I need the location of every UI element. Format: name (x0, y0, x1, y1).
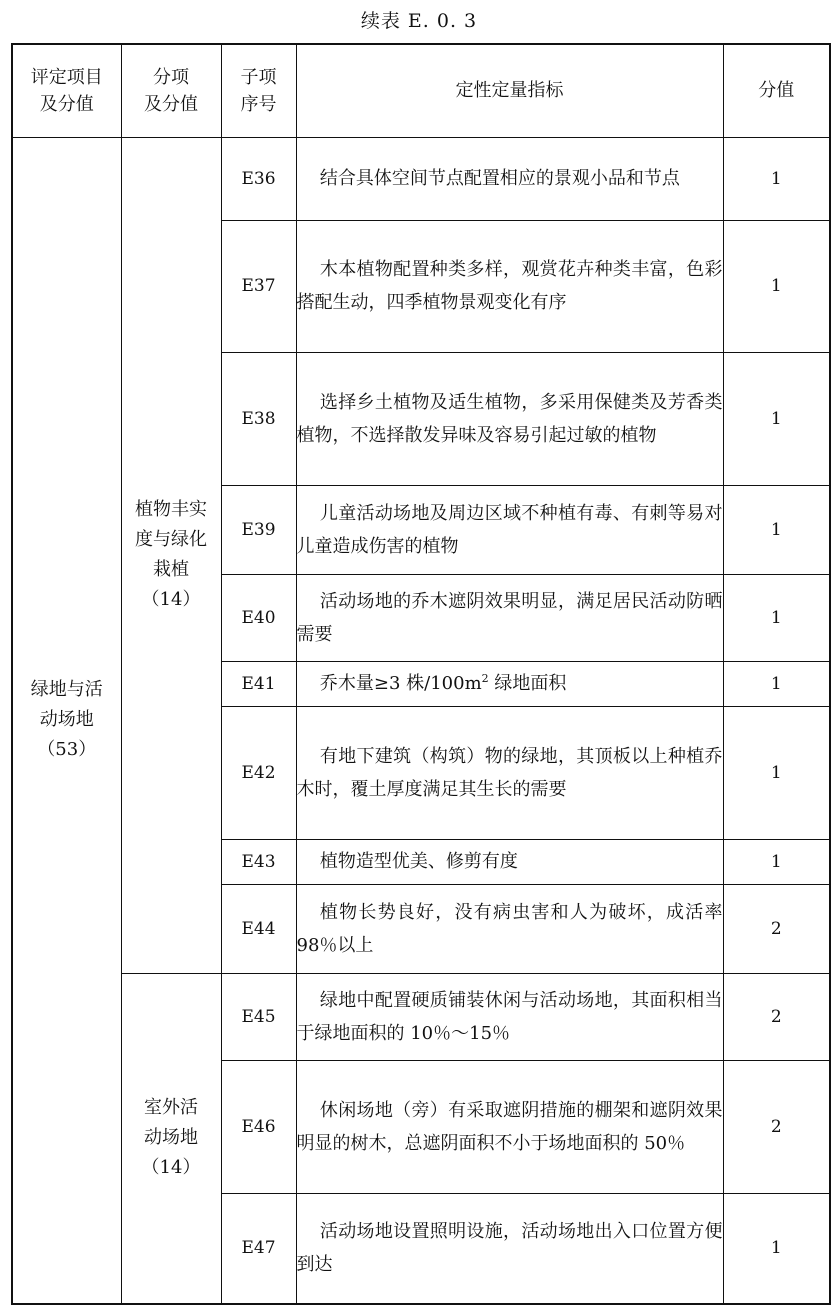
row-score: 1 (723, 839, 830, 884)
category-name-line2: 动场地 (39, 709, 94, 731)
header-evaluation-item-line1: 评定项目 (30, 66, 103, 88)
group-cell-outdoor (121, 973, 221, 1304)
header-sub-item-number-line2: 序号 (240, 93, 277, 115)
header-evaluation-item-line2: 及分值 (39, 93, 94, 115)
indicator-text-end: 绿地面积 (488, 673, 567, 694)
row-code: E46 (221, 1060, 296, 1193)
row-indicator: 儿童活动场地及周边区域不种植有毒、有刺等易对儿童造成伤害的植物 (296, 485, 723, 574)
row-indicator (296, 661, 723, 706)
header-sub-item-line1: 分项 (153, 66, 189, 88)
row-code: E41 (221, 661, 296, 706)
row-code: E37 (221, 220, 296, 352)
row-indicator: 绿地中配置硬质铺装休闲与活动场地，其面积相当于绿地面积的 10％～15％ (296, 973, 723, 1060)
header-sub-item-number (221, 44, 296, 137)
group-outdoor-name-line2: 动场地 (144, 1127, 198, 1149)
row-score: 1 (723, 706, 830, 839)
header-sub-item (121, 44, 221, 137)
group-plants-name-line3: 栽植 (153, 559, 189, 580)
row-indicator: 木本植物配置种类多样，观赏花卉种类丰富，色彩搭配生动，四季植物景观变化有序 (296, 220, 723, 352)
row-indicator: 结合具体空间节点配置相应的景观小品和节点 (296, 137, 723, 220)
row-indicator: 选择乡土植物及适生植物，多采用保健类及芳香类植物，不选择散发异味及容易引起过敏的植物 (296, 352, 723, 485)
table-row-e45 (12, 973, 830, 1060)
row-code: E47 (221, 1193, 296, 1304)
row-code: E42 (221, 706, 296, 839)
evaluation-table (11, 43, 831, 1305)
row-code: E39 (221, 485, 296, 574)
header-sub-item-number-line1: 子项 (240, 66, 277, 88)
row-indicator: 有地下建筑（构筑）物的绿地，其顶板以上种植乔木时，覆土厚度满足其生长的需要 (296, 706, 723, 839)
category-name-line1: 绿地与活 (30, 679, 103, 701)
row-code: E44 (221, 884, 296, 973)
row-code: E43 (221, 839, 296, 884)
row-score: 1 (723, 485, 830, 574)
row-score: 2 (723, 973, 830, 1060)
group-plants-name-line2: 度与绿化 (135, 529, 207, 550)
row-indicator: 植物造型优美、修剪有度 (296, 839, 723, 884)
indicator-text-start: 乔木量≥3 株/100m (319, 673, 482, 694)
row-score: 1 (723, 220, 830, 352)
category-cell (12, 137, 121, 1304)
group-plants-score: （14） (141, 589, 201, 610)
group-outdoor-name-line1: 室外活 (144, 1097, 198, 1119)
row-score: 1 (723, 661, 830, 706)
header-score: 分值 (723, 44, 830, 137)
row-indicator: 活动场地的乔木遮阴效果明显，满足居民活动防晒需要 (296, 574, 723, 661)
group-cell-plants (121, 137, 221, 973)
group-plants-name-line1: 植物丰实 (135, 499, 207, 520)
row-score: 1 (723, 137, 830, 220)
row-score: 2 (723, 884, 830, 973)
header-row (12, 44, 830, 137)
row-indicator: 活动场地设置照明设施，活动场地出入口位置方便到达 (296, 1193, 723, 1304)
row-indicator: 休闲场地（旁）有采取遮阴措施的棚架和遮阴效果明显的树木，总遮阴面积不小于场地面积的 50％ (296, 1060, 723, 1193)
row-code: E40 (221, 574, 296, 661)
superscript-two: 2 (481, 672, 489, 685)
row-code: E45 (221, 973, 296, 1060)
header-indicator: 定性定量指标 (296, 44, 723, 137)
row-score: 2 (723, 1060, 830, 1193)
header-sub-item-line2: 及分值 (144, 93, 198, 115)
row-score: 1 (723, 352, 830, 485)
category-score: （53） (37, 739, 97, 761)
header-evaluation-item (12, 44, 121, 137)
table-row-e36 (12, 137, 830, 220)
row-code: E36 (221, 137, 296, 220)
row-score: 1 (723, 574, 830, 661)
group-outdoor-score: （14） (141, 1157, 201, 1179)
row-code: E38 (221, 352, 296, 485)
row-indicator: 植物长势良好，没有病虫害和人为破坏，成活率 98％以上 (296, 884, 723, 973)
table-caption: 续表 E. 0. 3 (360, 10, 478, 32)
row-score: 1 (723, 1193, 830, 1304)
